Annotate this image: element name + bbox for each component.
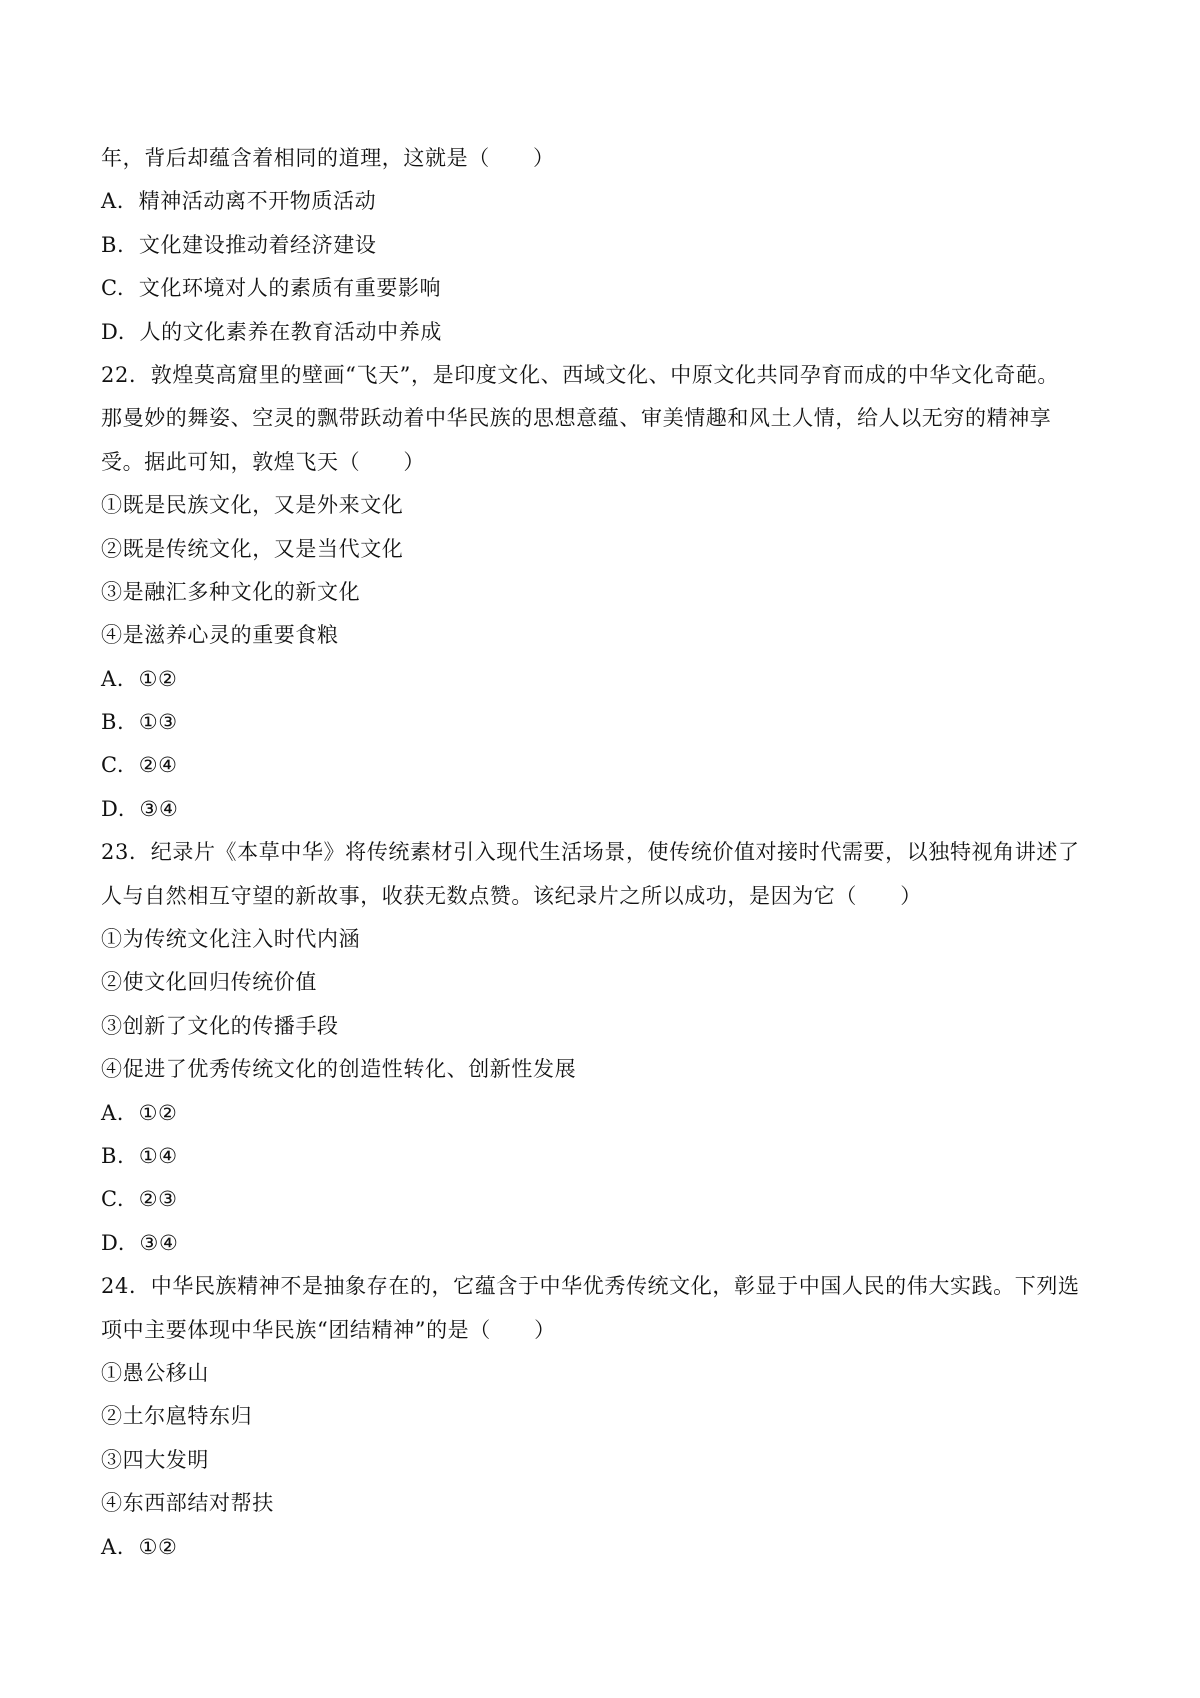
statement-4: ④是滋养心灵的重要食粮 [101, 623, 339, 648]
option-a: A. ①② [101, 1534, 178, 1559]
statement-1: ①愚公移山 [101, 1360, 209, 1385]
question-22-stem: 受。据此可知，敦煌飞天（ ） [101, 449, 425, 474]
statement-4: ④东西部结对帮扶 [101, 1491, 274, 1516]
question-23-stem: 23. 纪录片《本草中华》将传统素材引入现代生活场景，使传统价值对接时代需要，以独特视角讲述了 [101, 840, 1080, 865]
option-c: C. 文化环境对人的素质有重要影响 [101, 276, 442, 301]
option-a: A. 精神活动离不开物质活动 [101, 189, 377, 214]
statement-2: ②使文化回归传统价值 [101, 970, 317, 995]
option-a: A. ①② [101, 666, 178, 691]
option-d: D. 人的文化素养在教育活动中养成 [101, 319, 442, 344]
statement-3: ③创新了文化的传播手段 [101, 1013, 339, 1038]
option-c: C. ②③ [101, 1187, 178, 1212]
question-22-stem: 22. 敦煌莫高窟里的壁画“飞天”，是印度文化、西域文化、中原文化共同孕育而成的中华文化奇葩。 [101, 362, 1060, 387]
option-b: B. ①③ [101, 710, 178, 735]
option-d: D. ③④ [101, 1230, 179, 1255]
option-d: D. ③④ [101, 796, 179, 821]
option-c: C. ②④ [101, 753, 178, 778]
statement-1: ①为传统文化注入时代内涵 [101, 927, 361, 952]
statement-3: ③四大发明 [101, 1447, 209, 1472]
statement-1: ①既是民族文化，又是外来文化 [101, 493, 404, 518]
question-23-stem: 人与自然相互守望的新故事，收获无数点赞。该纪录片之所以成功，是因为它（ ） [101, 883, 922, 908]
statement-3: ③是融汇多种文化的新文化 [101, 579, 361, 604]
question-24-stem: 24. 中华民族精神不是抽象存在的，它蕴含于中华优秀传统文化，彰显于中国人民的伟大实践。下列选 [101, 1274, 1080, 1299]
question-24-stem: 项中主要体现中华民族“团结精神”的是（ ） [101, 1317, 556, 1342]
text-line: 年，背后却蕴含着相同的道理，这就是（ ） [101, 146, 555, 170]
statement-2: ②既是传统文化，又是当代文化 [101, 536, 404, 561]
statement-4: ④促进了优秀传统文化的创造性转化、创新性发展 [101, 1057, 577, 1082]
document-page [101, 137, 1111, 1569]
option-a: A. ①② [101, 1100, 178, 1125]
question-22-stem: 那曼妙的舞姿、空灵的飘带跃动着中华民族的思想意蕴、审美情趣和风土人情，给人以无穷的精神享 [101, 406, 1052, 431]
option-b: B. 文化建设推动着经济建设 [101, 232, 377, 257]
statement-2: ②土尔扈特东归 [101, 1404, 253, 1429]
option-b: B. ①④ [101, 1143, 178, 1168]
